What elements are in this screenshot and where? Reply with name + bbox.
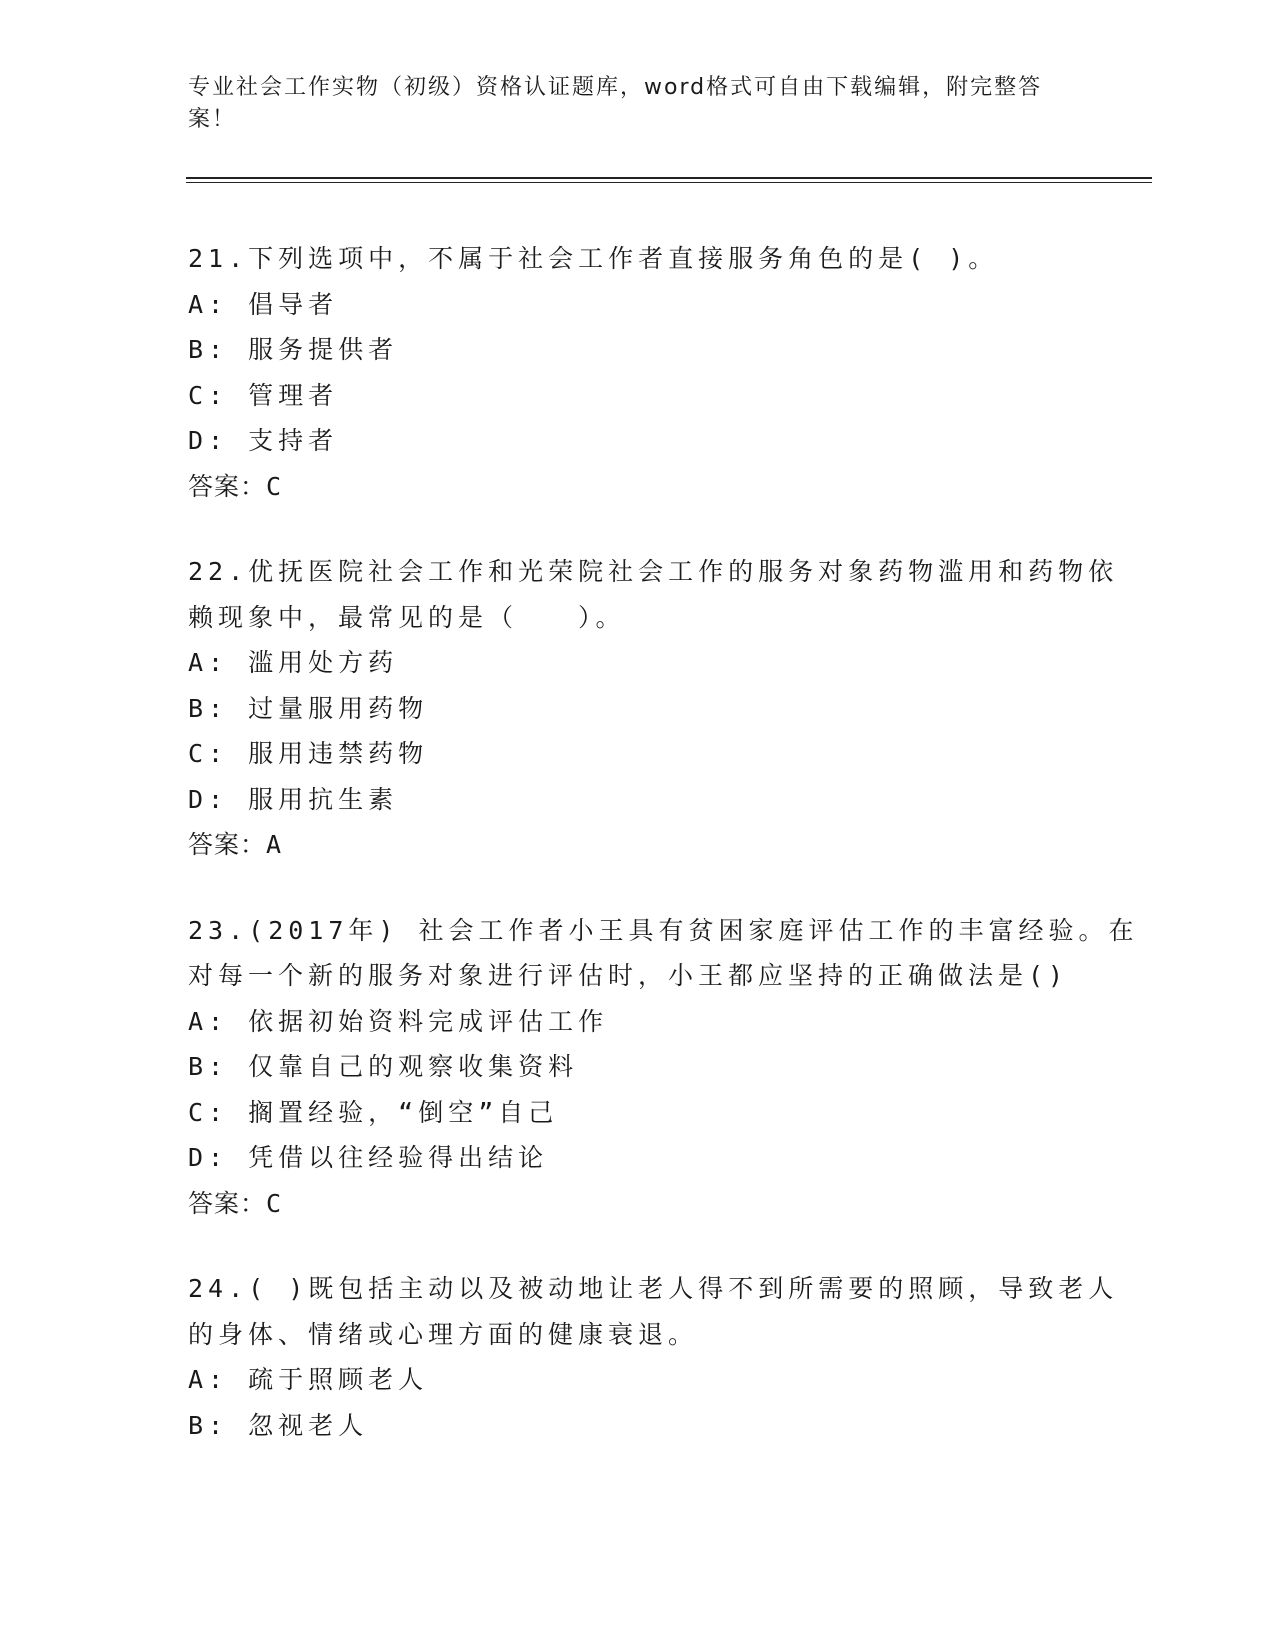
answer <box>188 822 1088 868</box>
option-a: A: 疏于照顾老人 <box>188 1365 429 1394</box>
question-23 <box>188 908 1139 1227</box>
question-text: 对每一个新的服务对象进行评估时，小王都应坚持的正确做法是() <box>188 961 1069 990</box>
question-text: 21.下列选项中，不属于社会工作者直接服务角色的是( )。 <box>188 244 999 273</box>
option-d: D: 服用抗生素 <box>188 784 399 814</box>
option-c: C: 服用违禁药物 <box>188 739 429 768</box>
answer-label: 答案： <box>188 830 267 859</box>
question-text: 23.(2017年) 社会工作者小王具有贫困家庭评估工作的丰富经验。在 <box>188 915 1139 945</box>
question-24 <box>188 1266 1119 1448</box>
question-text: 22.优抚医院社会工作和光荣院社会工作的服务对象药物滥用和药物依 <box>188 557 1119 586</box>
question-text: 24.( )既包括主动以及被动地让老人得不到所需要的照顾，导致老人 <box>188 1274 1119 1303</box>
document-header: 专业社会工作实物（初级）资格认证题库，word格式可自由下载编辑，附完整答案！ <box>188 75 1043 132</box>
option-b: B: 过量服用药物 <box>188 693 429 723</box>
question-text: 赖现象中，最常见的是（ ）。 <box>188 602 626 632</box>
option-b: B: 忽视老人 <box>188 1410 369 1440</box>
option-a: A: 滥用处方药 <box>188 648 399 677</box>
option-b: B: 服务提供者 <box>188 335 399 364</box>
option-b: B: 仅靠自己的观察收集资料 <box>188 1052 579 1081</box>
answer-value: C <box>266 1188 283 1218</box>
header-rule-thick <box>186 177 1152 179</box>
answer-value: C <box>266 471 283 501</box>
answer <box>188 464 1088 510</box>
answer-label: 答案： <box>188 1188 267 1218</box>
option-a: A: 倡导者 <box>188 289 339 319</box>
question-text: 的身体、情绪或心理方面的健康衰退。 <box>188 1319 699 1349</box>
option-c: C: 管理者 <box>188 380 339 410</box>
option-d: D: 凭借以往经验得出结论 <box>188 1143 549 1172</box>
answer-value: A <box>266 830 283 859</box>
answer-label: 答案： <box>188 471 267 501</box>
header-rule-thin <box>186 182 1152 183</box>
option-d: D: 支持者 <box>188 426 339 455</box>
option-c: C: 搁置经验，“倒空”自己 <box>188 1097 559 1127</box>
question-list <box>188 236 1139 1488</box>
option-a: A: 依据初始资料完成评估工作 <box>188 1006 609 1036</box>
answer <box>188 1181 1088 1227</box>
question-21 <box>188 236 1088 509</box>
question-22 <box>188 549 1119 868</box>
